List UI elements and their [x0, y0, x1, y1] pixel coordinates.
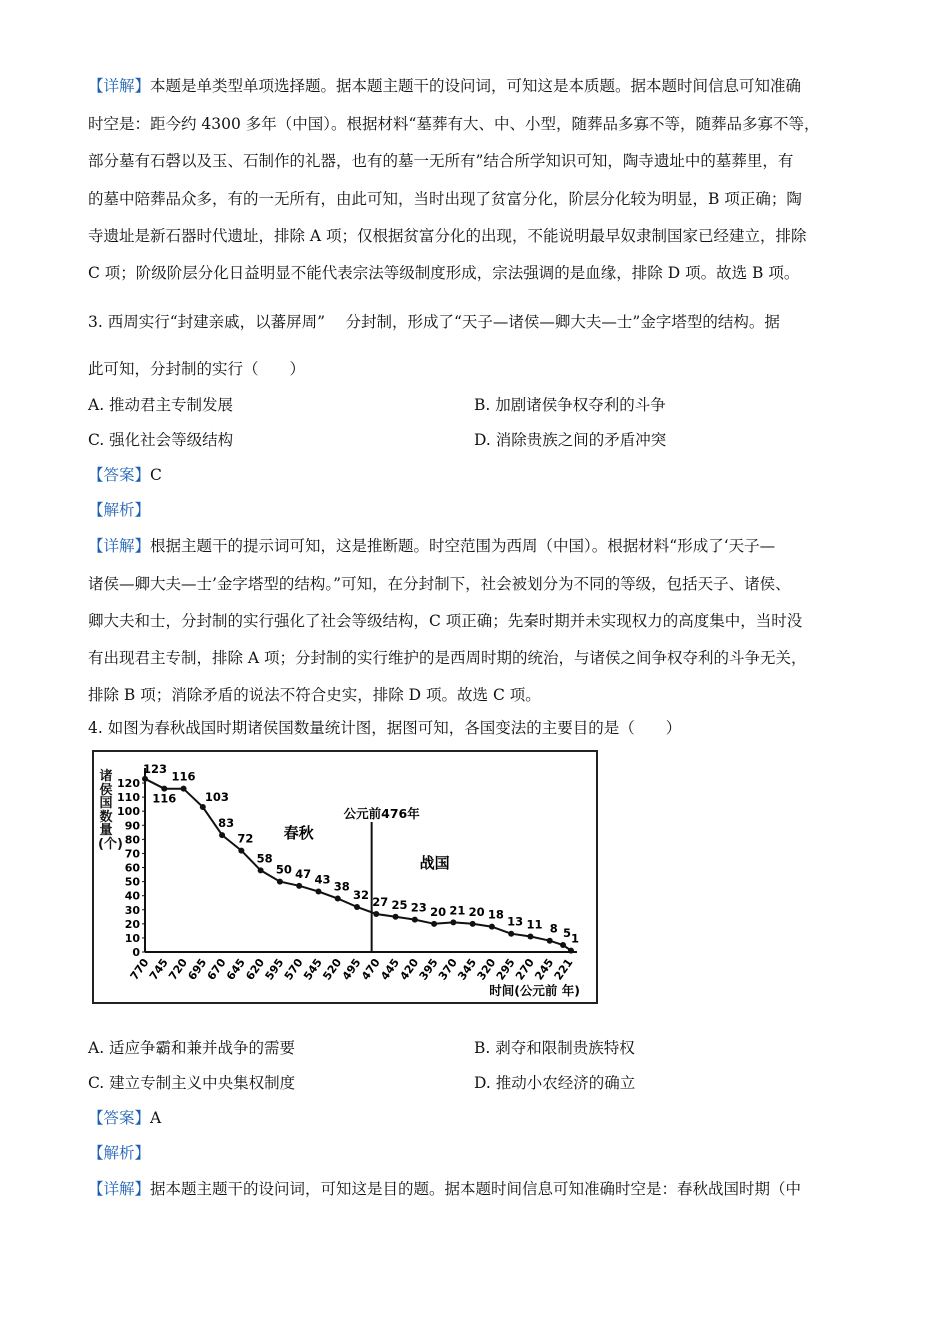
x-tick-label: 620 — [243, 956, 268, 983]
data-label: 21 — [449, 903, 466, 918]
data-point — [142, 776, 148, 782]
data-point — [181, 786, 187, 792]
q3-detail-line-3: 卿大夫和士，分封制的实行强化了社会等级结构，C 项正确；先秦时期并未实现权力的高度集中，当时没 — [88, 612, 803, 630]
x-tick-label: 495 — [339, 956, 364, 983]
data-label: 1 — [570, 931, 580, 946]
data-point — [431, 921, 437, 927]
y-tick-label: 110 — [117, 791, 140, 805]
x-tick-label: 221 — [551, 956, 576, 983]
data-point — [527, 934, 533, 940]
q4-analysis-tag: 【解析】 — [88, 1144, 151, 1162]
data-point — [560, 942, 566, 948]
data-point — [277, 879, 283, 885]
data-point — [393, 914, 399, 920]
q3-detail-line-5: 排除 B 项；消除矛盾的说法不符合史实，排除 D 项。故选 C 项。 — [88, 686, 541, 704]
q4-stem: 4. 如图为春秋战国时期诸侯国数量统计图，据图可知，各国变法的主要目的是（ ） — [88, 719, 682, 737]
x-tick-label: 320 — [474, 956, 499, 983]
detail-line-4: 的墓中陪葬品众多，有的一无所有，由此可知，当时出现了贫富分化，阶层分化较为明显，B 项正确；陶 — [88, 190, 802, 208]
q4-option-a: A. 适应争霸和兼并战争的需要 — [88, 1039, 296, 1057]
x-tick-label: 245 — [532, 956, 557, 983]
data-label: 5 — [562, 925, 572, 940]
x-tick-label: 670 — [204, 956, 229, 983]
x-tick-label: 470 — [358, 956, 383, 983]
y-tick-label: 40 — [124, 889, 140, 903]
x-tick-label: 345 — [455, 956, 480, 983]
y-tick-label: 90 — [124, 819, 140, 833]
detail-line-3: 部分墓有石磬以及玉、石制作的礼器，也有的墓一无所有”结合所学知识可知，陶寺遗址中的墓葬里，有 — [88, 152, 794, 170]
data-label: 58 — [256, 851, 273, 866]
q4-detail-line-1: 【详解】据本题主题干的设问词，可知这是目的题。据本题时间信息可知准确时空是：春秋战国时期（中 — [88, 1180, 802, 1198]
data-label: 32 — [352, 887, 370, 902]
q3-option-c: C. 强化社会等级结构 — [88, 431, 234, 449]
data-label: 123 — [143, 761, 168, 776]
y-tick-label: 30 — [124, 903, 140, 917]
data-label: 8 — [549, 921, 558, 936]
region-label-warring-states: 战国 — [419, 854, 450, 872]
data-point — [354, 904, 360, 910]
q3-analysis-tag: 【解析】 — [88, 501, 151, 519]
q3-option-d: D. 消除贵族之间的矛盾冲突 — [474, 431, 667, 449]
y-tick-label: 60 — [124, 861, 140, 875]
data-label: 18 — [487, 907, 504, 922]
q4-option-d: D. 推动小农经济的确立 — [474, 1074, 636, 1092]
data-label: 13 — [507, 914, 524, 929]
x-axis-title: 时间(公元前 年) — [489, 983, 580, 998]
data-point — [450, 919, 456, 925]
region-label-spring-autumn: 春秋 — [283, 824, 314, 842]
data-label: 25 — [391, 897, 408, 912]
data-label: 20 — [430, 904, 447, 919]
q3-detail-line-1: 【详解】根据主题干的提示词可知，这是推断题。时空范围为西周（中国）。根据材料“形成了‘天子— — [88, 537, 776, 555]
q4-answer: 【答案】A — [88, 1109, 162, 1127]
y-tick-label: 70 — [124, 847, 140, 861]
data-point — [296, 883, 302, 889]
x-tick-label: 745 — [146, 956, 171, 983]
q3-option-a: A. 推动君主专制发展 — [88, 396, 234, 414]
data-label: 20 — [468, 904, 485, 919]
data-label: 47 — [295, 866, 312, 881]
data-label: 103 — [204, 789, 229, 804]
y-tick-label: 100 — [117, 805, 140, 819]
data-label: 116 — [152, 791, 177, 806]
data-label: 43 — [314, 872, 331, 887]
x-tick-label: 720 — [166, 956, 191, 983]
x-tick-label: 295 — [493, 956, 518, 983]
x-tick-label: 420 — [397, 956, 422, 983]
detail-line-1: 【详解】本题是单类型单项选择题。据本题主题干的设问词，可知这是本质题。据本题时间信息可知准确 — [88, 77, 802, 95]
x-tick-label: 570 — [281, 956, 306, 983]
data-label: 116 — [171, 769, 196, 784]
data-label: 72 — [237, 831, 254, 846]
x-tick-label: 395 — [416, 956, 441, 983]
y-tick-label: 20 — [124, 917, 140, 931]
detail-tag: 【详解】 — [88, 77, 151, 95]
data-label: 83 — [218, 816, 235, 831]
x-tick-label: 270 — [513, 956, 537, 983]
x-tick-label: 695 — [185, 956, 210, 983]
data-label: 27 — [372, 894, 389, 909]
x-tick-label: 370 — [435, 956, 460, 983]
q3-detail-line-2: 诸侯—卿大夫—士’金字塔型的结构。”可知，在分封制下，社会被划分为不同的等级，包括天子、诸侯、 — [88, 575, 791, 593]
q3-stem-line-2: 此可知，分封制的实行（ ） — [88, 360, 306, 378]
x-tick-label: 445 — [378, 956, 403, 983]
data-label: 23 — [410, 900, 427, 915]
y-tick-label: 0 — [132, 946, 140, 959]
divider-label: 公元前476年 — [343, 806, 420, 821]
data-point — [335, 895, 341, 901]
data-point — [470, 921, 476, 927]
x-tick-label: 545 — [301, 956, 325, 983]
x-tick-label: 645 — [223, 956, 248, 983]
q3-stem-line-1: 3. 西周实行“封建亲戚，以蕃屏周” 分封制，形成了“天子—诸侯—卿大夫—士”金字塔型的结构。据 — [88, 313, 780, 331]
chart-y-label: 诸侯国数量(个) — [98, 769, 123, 852]
data-label: 11 — [526, 917, 543, 932]
q4-option-b: B. 剥夺和限制贵族特权 — [474, 1039, 635, 1057]
x-tick-label: 770 — [127, 956, 152, 983]
q3-detail-line-4: 有出现君主专制，排除 A 项；分封制的实行维护的是西周时期的统治，与诸侯之间争权夺利的斗争无关， — [88, 649, 807, 667]
data-point — [258, 867, 264, 873]
q3-answer: 【答案】C — [88, 466, 162, 484]
data-point — [508, 931, 514, 937]
data-point — [568, 948, 574, 954]
data-point — [489, 924, 495, 930]
data-point — [315, 888, 321, 894]
y-tick-label: 120 — [117, 777, 140, 791]
data-point — [219, 832, 225, 838]
q3-option-b: B. 加剧诸侯争权夺利的斗争 — [474, 396, 666, 414]
detail-line-5: 寺遗址是新石器时代遗址，排除 A 项；仅根据贫富分化的出现，不能说明最早奴隶制国家已经建立，排除 — [88, 227, 807, 245]
data-point — [412, 917, 418, 923]
detail-line-2: 时空是：距今约 4300 多年（中国）。根据材料“墓葬有大、中、小型，随葬品多寡不等，随葬品多寡不等， — [88, 115, 820, 133]
data-point — [373, 911, 379, 917]
x-tick-label: 520 — [320, 956, 345, 983]
y-tick-label: 10 — [124, 931, 140, 945]
data-label: 50 — [275, 862, 292, 877]
data-point — [200, 804, 206, 810]
y-tick-label: 80 — [124, 833, 140, 847]
detail-line-6: C 项；阶级阶层分化日益明显不能代表宗法等级制度形成，宗法强调的是血缘，排除 D 项。故选 B 项。 — [88, 264, 800, 282]
x-tick-label: 595 — [262, 956, 287, 983]
data-point — [547, 938, 553, 944]
y-tick-label: 50 — [124, 875, 140, 889]
q4-option-c: C. 建立专制主义中央集权制度 — [88, 1074, 296, 1092]
data-label: 38 — [333, 879, 350, 894]
data-point — [238, 848, 244, 854]
